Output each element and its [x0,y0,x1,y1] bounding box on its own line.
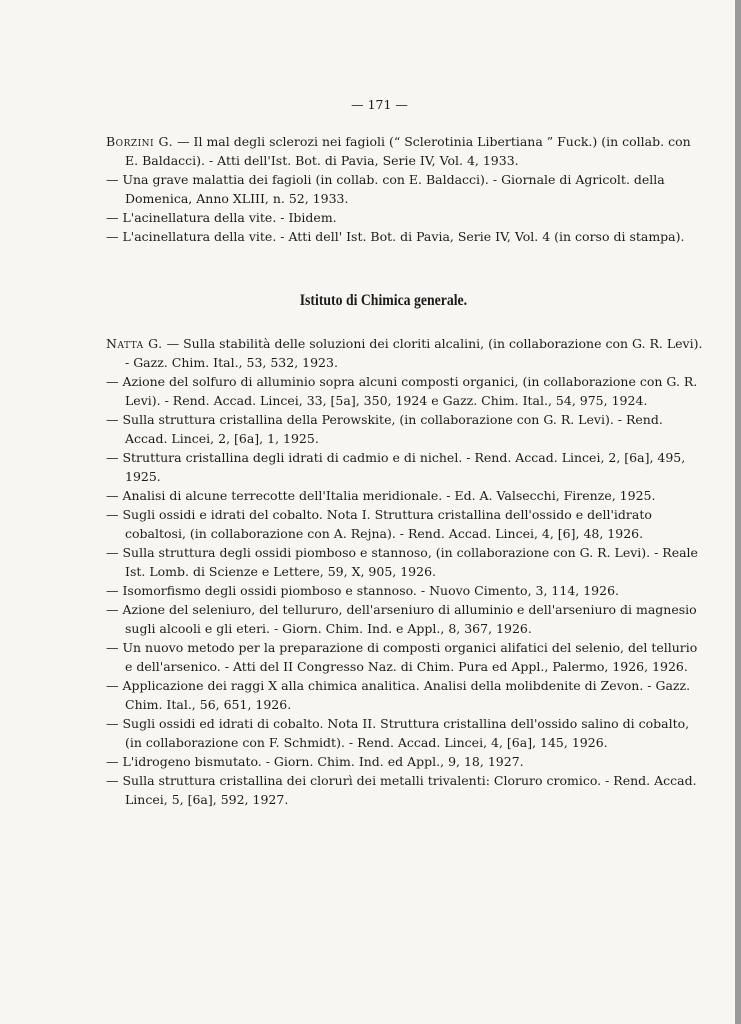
list-item: — Sugli ossidi e idrati del cobalto. Nota I. Struttura cristallina dell'ossido e dell'idrato cobaltosi, (in collaborazione con A. Rejna). - Rend. Accad. Lincei, 4, [6], 48, 1926. [106,507,652,541]
list-item: — Applicazione dei raggi X alla chimica analitica. Analisi della molibdenite di Zevon. - Gazz. Chim. Ital., 56, 651, 1926. [106,678,691,712]
list-item: — Una grave malattia dei fagioli (in collab. con E. Baldacci). - Giornale di Agricolt. della Domenica, Anno XLIII, n. 52, 1933. [106,172,665,206]
list-item: — Analisi di alcune terrecotte dell'Italia meridionale. - Ed. A. Valsecchi, Firenze, 1925. [106,488,656,503]
section-title: Istituto di Chimica generale. [299,292,468,309]
list-item: Borzini G. — Il mal degli sclerozi nei fagioli (“ Sclerotinia Libertiana ” Fuck.) (in collab. con E. Baldacci). - Atti dell'Ist. Bot. di Pavia, Serie IV, Vol. 4, 1933. [106,134,691,168]
bibliography-borzini [106,132,706,246]
list-item: — L'idrogeno bismutato. - Giorn. Chim. Ind. ed Appl., 9, 18, 1927. [106,754,524,769]
list-item: — L'acinellatura della vite. - Ibidem. [106,210,337,225]
list-item: — L'acinellatura della vite. - Atti dell' Ist. Bot. di Pavia, Serie IV, Vol. 4 (in corso di stampa). [106,229,685,244]
list-item: — Sulla struttura degli ossidi piomboso e stannoso, (in collaborazione con G. R. Levi). - Reale Ist. Lomb. di Scienze e Lettere, 59, X, 905, 1926. [106,545,698,579]
list-item: — Isomorfismo degli ossidi piomboso e stannoso. - Nuovo Cimento, 3, 114, 1926. [106,583,620,598]
list-item: — Un nuovo metodo per la preparazione di composti organici alifatici del selenio, del tellurio e dell'arsenico. - Atti del II Congresso Naz. di Chim. Pura ed Appl., Palermo, 1926, 1926. [106,640,698,674]
list-item: — Azione del seleniuro, del tellururo, dell'arseniuro di alluminio e dell'arseniuro di magnesio sugli alcooli e gli eteri. - Giorn. Chim. Ind. e Appl., 8, 367, 1926. [106,602,697,636]
list-item: — Sugli ossidi ed idrati di cobalto. Nota II. Struttura cristallina dell'ossido salino di cobalto, (in collaborazione con F. Schmidt). - Rend. Accad. Lincei, 4, [6a], 145, 1926. [106,716,690,750]
author-name: Borzini G. [106,134,174,149]
author-name: Natta G. [106,336,163,351]
list-item: — Azione del solfuro di alluminio sopra alcuni composti organici, (in collaborazione con G. R. Levi). - Rend. Accad. Lincei, 33, [5a], 350, 1924 e Gazz. Chim. Ital., 54, 975, 1924. [106,374,698,408]
list-item: — Struttura cristallina degli idrati di cadmio e di nichel. - Rend. Accad. Lincei, 2, [6a], 495, 1925. [106,450,686,484]
page-edge [735,0,741,1024]
bibliography-natta [106,334,706,809]
list-item: — Sulla struttura cristallina dei clorurì dei metalli trivalenti: Cloruro cromico. - Rend. Accad. Lincei, 5, [6a], 592, 1927. [106,773,697,807]
list-item: Natta G. — Sulla stabilità delle soluzioni dei cloriti alcalini, (in collaborazione con G. R. Levi). - Gazz. Chim. Ital., 53, 532, 1923. [106,336,703,370]
page-number: — 171 — [351,97,408,112]
list-item: — Sulla struttura cristallina della Perowskite, (in collaborazione con G. R. Levi). - Rend. Accad. Lincei, 2, [6a], 1, 1925. [106,412,663,446]
